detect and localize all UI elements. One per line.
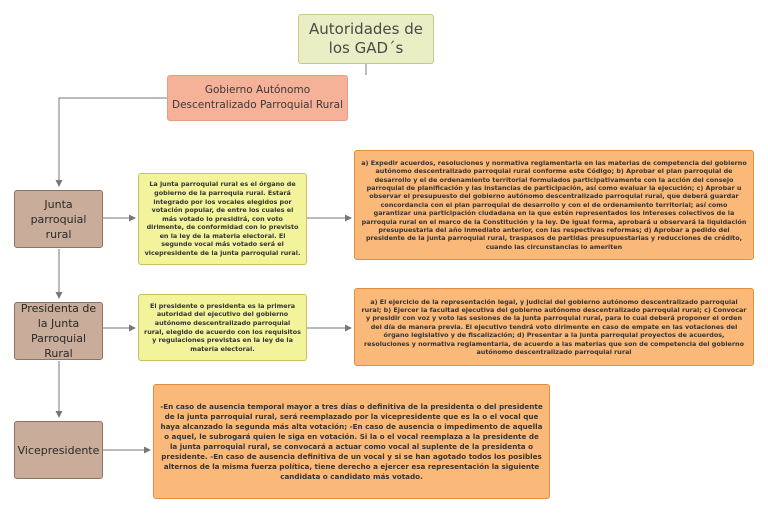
government-node: Gobierno Autónomo Descentralizado Parroquial Rural [167, 75, 348, 121]
junta-description-box: La junta parroquial rural es el órgano de gobierno de la parroquia rural. Estará integrado por los vocales elegidos por votación popular, de entre los cuales el más votado lo presidirá, con voto dirimente, de conformidad con lo previsto en la ley de la materia electoral. El segundo vocal más votado será el vicepresidente de la junta parroquial rural. [138, 173, 307, 265]
junta-attributions-box: a) Expedir acuerdos, resoluciones y normativa reglamentaria en las materias de competencia del gobierno autónomo descentralizado parroquial rural conforme este Código; b) Aprobar el plan parroquial de desarrollo y el de ordenamiento territorial formulados participativamente con la acción del consejo parroquial de planificación y las instancias de participación, así como evaluar la ejecución; c) Aprobar u observar el presupuesto del gobierno autónomo descentralizado parroquial rural, que deberá guardar concordancia con el plan parroquial de desarrollo y con el de ordenamiento territorial; así como garantizar una participación ciudadana en la que estén representados los intereses colectivos de la parroquia rural en el marco de la Constitución y la ley. De igual forma, aprobará u observará la liquidación presupuestaria del año inmediato anterior, con las respectivas reformas; d) Aprobar a pedido del presidente de la junta parroquial rural, traspasos de partidas presupuestarias y reducciones de crédito, cuando las circunstancias lo ameriten [354, 150, 754, 260]
presidenta-attributions-box: a) El ejercicio de la representación legal, y judicial del gobierno autónomo descentralizado parroquial rural; b) Ejercer la facultad ejecutiva del gobierno autónomo descentralizado parroquial rural; c) Convocar y presidir con voz y voto las sesiones de la junta parroquial rural, para lo cual deberá proponer el orden del día de manera previa. El ejecutivo tendrá voto dirimente en caso de empate en las votaciones del órgano legislativo y de fiscalización; d) Presentar a la junta parroquial proyectos de acuerdos, resoluciones y normativa reglamentaria, de acuerdo a las materias que son de competencia del gobierno autónomo descentralizado parroquial rural [354, 288, 754, 366]
junta-node: Junta parroquial rural [14, 190, 103, 248]
vicepresidente-description-box: -En caso de ausencia temporal mayor a tres días o definitiva de la presidenta o del presidente de la junta parroquial rural, será reemplazado por la vicepresidente que es la o el vocal que haya alcanzado la segunda más alta votación; -En caso de ausencia o impedimento de aquella o aquel, le subrogará quien le siga en votación. Si la o el vocal reemplaza a la presidente de la junta parroquial rural, se convocará a actuar como vocal al suplente de la presidenta o presidente. -En caso de ausencia definitiva de un vocal y si se han agotado todos los posibles alternos de la misma fuerza política, tiene derecho a ejercer esa representación la siguiente candidata o candidato más votado. [153, 384, 550, 499]
presidenta-node: Presidenta de la Junta Parroquial Rural [14, 302, 103, 360]
vicepresidente-node: Vicepresidente [14, 421, 103, 479]
diagram-title: Autoridades de los GAD´s [298, 14, 434, 64]
presidenta-description-box: El presidente o presidenta es la primera autoridad del ejecutivo del gobierno autónomo descentralizado parroquial rural, elegido de acuerdo con los requisitos y regulaciones previstas en la ley de la materia electoral. [138, 294, 307, 361]
